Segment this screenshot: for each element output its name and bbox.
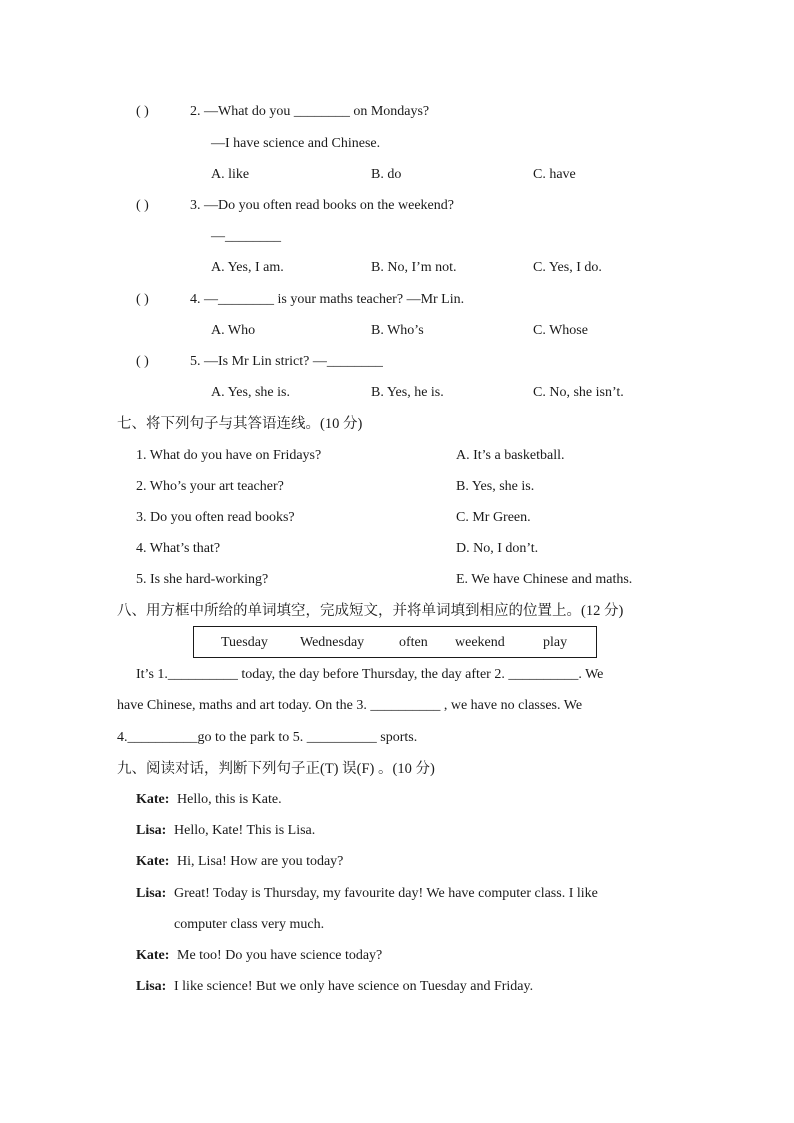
passage-line: 4.__________go to the park to 5. __________ sports. [117,730,418,745]
speaker-name: Lisa: [136,979,167,994]
word-bank-item: Wednesday [300,635,365,650]
match-question: 1. What do you have on Fridays? [136,448,322,463]
match-answer: B. Yes, she is. [456,479,535,494]
question-stem: 2. —What do you ________ on Mondays? [190,104,430,119]
option-b: B. Who’s [371,323,424,338]
match-answer: A. It’s a basketball. [456,448,565,463]
word-bank-item: weekend [455,635,505,650]
option-a: A. like [211,167,250,182]
word-bank-item: often [399,635,428,650]
match-question: 3. Do you often read books? [136,510,295,525]
dialogue-line: I like science! But we only have science on Tuesday and Friday. [174,979,534,994]
match-answer: C. Mr Green. [456,510,531,525]
word-bank-item: Tuesday [221,635,268,650]
match-question: 5. Is she hard-working? [136,572,269,587]
section-9-title: 九、阅读对话，判断下列句子正(T) 误(F) 。(10 分) [117,761,435,777]
question-stem: 4. —________ is your maths teacher? —Mr Lin. [190,292,465,307]
speaker-name: Lisa: [136,886,167,901]
speaker-name: Kate: [136,792,170,807]
question-stem: 3. —Do you often read books on the weekend? [190,198,454,213]
option-c: C. No, she isn’t. [533,385,624,400]
dialogue-line: Hello, Kate! This is Lisa. [174,823,316,838]
question-followup: —________ [211,229,281,244]
passage-line: have Chinese, maths and art today. On the 3. __________ , we have no classes. We [117,698,583,713]
word-bank-box [193,626,597,658]
dialogue-line: Hi, Lisa! How are you today? [177,854,344,869]
speaker-name: Kate: [136,948,170,963]
dialogue-line: Great! Today is Thursday, my favourite day! We have computer class. I like [174,886,598,901]
match-question: 2. Who’s your art teacher? [136,479,284,494]
section-8-title: 八、用方框中所给的单词填空，完成短文，并将单词填到相应的位置上。(12 分) [117,603,624,619]
option-b: B. do [371,167,402,182]
option-c: C. have [533,167,576,182]
option-a: A. Who [211,323,256,338]
option-c: C. Yes, I do. [533,260,602,275]
option-a: A. Yes, I am. [211,260,284,275]
answer-paren: ( ) [136,104,149,119]
question-stem: 5. —Is Mr Lin strict? —________ [190,354,383,369]
answer-paren: ( ) [136,292,149,307]
passage-line: It’s 1.__________ today, the day before Thursday, the day after 2. __________. We [136,667,604,682]
answer-paren: ( ) [136,354,149,369]
match-question: 4. What’s that? [136,541,221,556]
option-a: A. Yes, she is. [211,385,290,400]
match-answer: D. No, I don’t. [456,541,539,556]
dialogue-line: Me too! Do you have science today? [177,948,383,963]
section-7-title: 七、将下列句子与其答语连线。(10 分) [117,416,363,432]
dialogue-line: Hello, this is Kate. [177,792,282,807]
speaker-name: Kate: [136,854,170,869]
speaker-name: Lisa: [136,823,167,838]
option-b: B. Yes, he is. [371,385,444,400]
word-bank-item: play [543,635,568,650]
question-followup: —I have science and Chinese. [211,136,381,151]
option-c: C. Whose [533,323,588,338]
match-answer: E. We have Chinese and maths. [456,572,633,587]
answer-paren: ( ) [136,198,149,213]
dialogue-line-continued: computer class very much. [174,917,325,932]
option-b: B. No, I’m not. [371,260,457,275]
